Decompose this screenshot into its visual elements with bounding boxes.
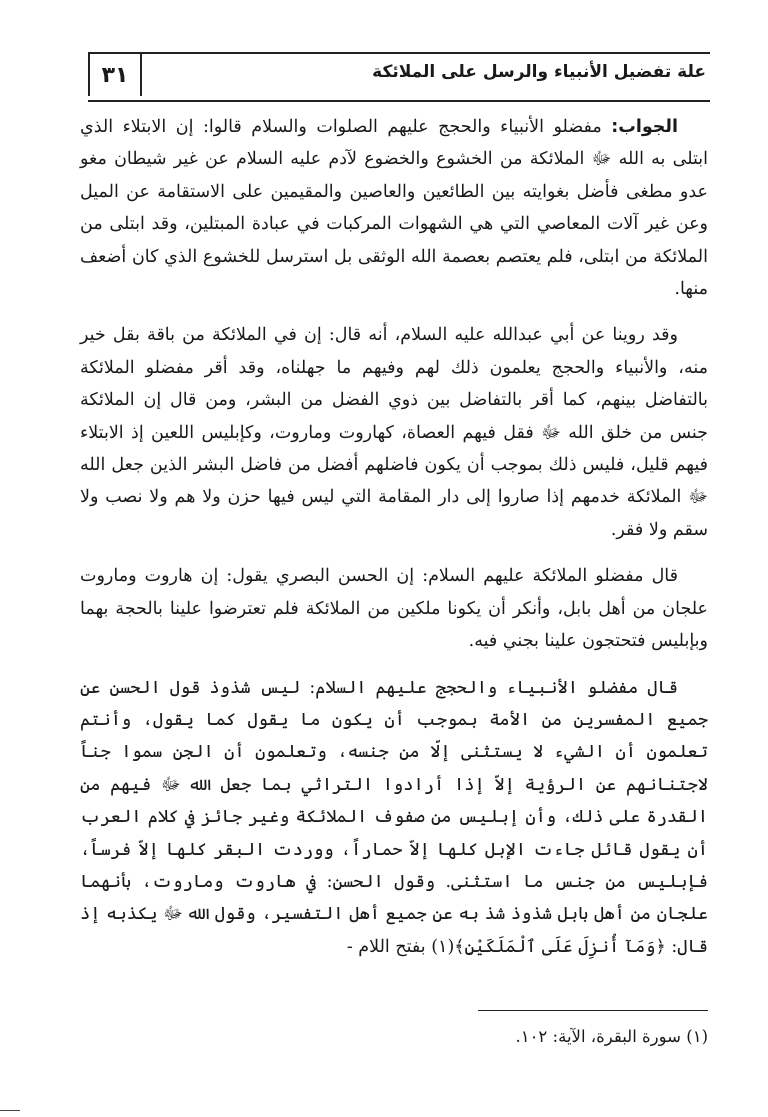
paragraph-1 xyxy=(80,111,708,305)
paragraph-2 xyxy=(80,319,708,546)
paragraph-3-text: قال مفضلو الملائكة عليهم السلام: إن الحسن البصري يقول: إن هاروت وماروت علجان من أهل بابل، وأنكر أن يكونا ملكين من الملائكة فلم تعترضوا علينا بالحجة بهما وبإبليس فتحتجون علينا بجني فيه. xyxy=(80,566,708,652)
page-header xyxy=(88,52,710,102)
paragraph-1-text: مفضلو الأنبياء والحجج عليهم الصلوات والسلام قالوا: إن الابتلاء الذي ابتلى به الله ﷻ الملائكة من الخشوع والخضوع لآدم عليه السلام عن غير شيطان مغو عدو مطغى فأضل بغوايته بين الطائعين والعاصين والمقيمين على الاستقامة عن الميل وعن غير آلات المعاصي التي هي الشهوات المركبات في عبادة المبتلين، وقد ابتلى من الملائكة من ابتلى، فلم يعتصم بعصمة الله الوثقى بل استرسل للخشوع الذي كان أضعف منها. xyxy=(80,117,708,300)
paragraph-2-text: وقد روينا عن أبي عبدالله عليه السلام، أنه قال: إن في الملائكة من باقة بقل خير منه، والأنبياء والحجج يعلمون ذلك لهم وفيهم ما جهلناه، وقد أقر مفضلو الملائكة بالتفاضل بينهم، كما أقر بالتفاضل بين ذوي الفضل من البشر، ومن قال إن الملائكة جنس من خلق الله ﷻ فقل فيهم العصاة، كهاروت وماروت، وكإبليس اللعين إذ الابتلاء فيهم قليل، فليس ذلك بموجب أن يكون فاضلهم أفضل من فاضل البشر الذين جعل الله ﷻ الملائكة خدمهم إذا صاروا إلى دار المقامة التي ليس فيها حزن ولا هم ولا نصب ولا سقم ولا فقر. xyxy=(80,325,708,540)
page-number: ٣١ xyxy=(88,54,142,96)
body-text xyxy=(80,111,708,977)
footnote-divider xyxy=(478,1010,708,1011)
paragraph-4-text: قال مفضلو الأنبياء والحجج عليهم السلام: ليس شذوذ قول الحسن عن جميع المفسرين من الأمة بموجب أن يكون ما يقول كما يقول، وأنتم تعلمون أن الشيء لا يستثنى إلّا من جنسه، وتعلمون أن الجن سموا جناً لاجتنانهم عن الرؤية إلاّ إذا أرادوا التراثي بما جعل الله ﷻ فيهم من القدرة على ذلك، وأن إبليس من صفوف الملائكة وغير جائز في كلام العرب أن يقول قائل جاءت الإبل كلها إلاّ حماراً، ووردت البقر كلها إلاّ فرساً، فإبليس من جنس ما استثنى. وقول الحسن: في هاروت وماروت، بأنهما علجان من أهل بابل شذوذ شذ به عن جميع أهل التفسير، وقول الله ﷻ يكذبه إذ قال: ﴿وَمَآ أُنزِلَ عَلَى ٱلْمَلَكَيْنِ﴾(١) بفتح اللام - xyxy=(80,677,708,957)
paragraph-3 xyxy=(80,560,708,657)
paragraph-4 xyxy=(80,672,708,964)
page-edge-mark xyxy=(0,1110,20,1111)
running-title: علة تفضيل الأنبياء والرسل على الملائكة xyxy=(372,62,706,82)
footnote: (١) سورة البقرة، الآية: ١٠٢. xyxy=(515,1027,708,1046)
answer-lead: الجواب: xyxy=(611,117,678,137)
